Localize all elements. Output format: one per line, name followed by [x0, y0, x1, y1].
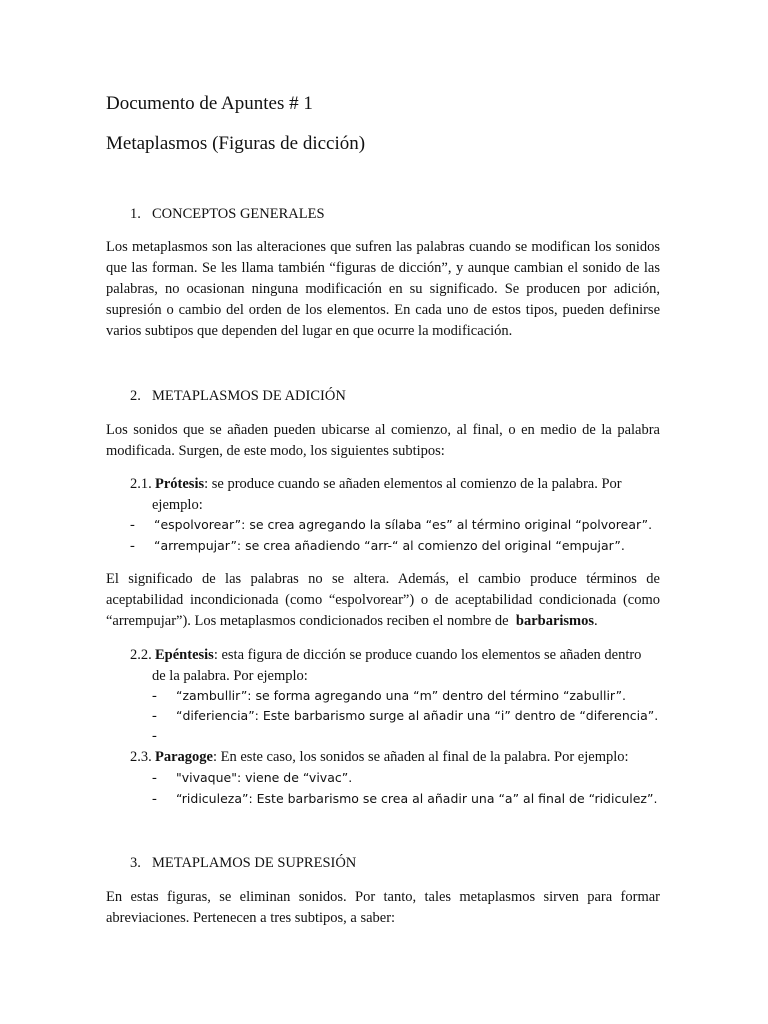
section-body-conceptos: Los metaplasmos son las alteraciones que sufren las palabras cuando se modifican los sonidos que las forman. Se les llama también “figuras de dicción”, y aunque cambian el sonido de las palabras, no ocasionan ninguna modificación en su significado. Se producen por adición, supresión o cambio del orden de los elementos. En cada uno de estos tipos, pueden definirse varios subtipos que dependen del lugar en que ocurre la modificación.: [106, 239, 660, 339]
section-heading-supresion: [130, 855, 356, 872]
paragraph-period: .: [594, 613, 598, 629]
list-dash: -: [152, 728, 157, 744]
subsection-text: : esta figura de dicción se produce cuando los elementos se añaden dentro: [213, 647, 642, 663]
list-dash: -: [130, 538, 135, 554]
example-vivaque: "vivaque": viene de “vivac”.: [176, 770, 353, 785]
document-subtitle: Metaplasmos (Figuras de dicción): [106, 133, 366, 154]
list-dash: -: [152, 688, 157, 704]
list-item: [152, 789, 657, 809]
subsection-epentesis: [130, 645, 660, 687]
term-protesis: Prótesis: [155, 476, 205, 492]
subsection-number: 2.2.: [130, 647, 152, 663]
example-arrempujar: “arrempujar”: se crea añadiendo “arr-“ al comienzo del original “empujar”.: [154, 538, 625, 553]
subsection-text: : En este caso, los sonidos se añaden al final de la palabra. Por ejemplo:: [212, 749, 629, 765]
example-diferiencia: “diferiencia”: Este barbarismo surge al añadir una “i” dentro de “diferencia”.: [176, 708, 659, 723]
list-dash: -: [152, 708, 157, 724]
document-title: Documento de Apuntes # 1: [106, 93, 313, 114]
paragraph-significado: [106, 569, 660, 632]
subsection-text-continued: de la palabra. Por ejemplo:: [152, 668, 308, 684]
section-intro-adicion: Los sonidos que se añaden pueden ubicarse al comienzo, al final, o en medio de la palabra modificada. Surgen, de este modo, los siguientes subtipos:: [106, 422, 660, 459]
list-item: [152, 706, 658, 726]
list-item: [130, 515, 652, 535]
list-dash: -: [130, 517, 135, 533]
term-paragoge: Paragoge: [155, 749, 213, 765]
paragraph-text: El significado de las palabras no se altera. Además, el cambio produce términos de aceptabilidad incondicionada (como “espolvorear”) o de aceptabilidad condicionada (como “arrempujar”). Los metaplasmos condicionados reciben el nombre de: [106, 571, 660, 629]
section-title: METAPLASMOS DE ADICIÓN: [152, 388, 346, 404]
subsection-paragoge: [130, 747, 660, 768]
example-ridiculeza: “ridiculeza”: Este barbarismo se crea al añadir una “a” al final de “ridiculez”.: [176, 791, 658, 806]
list-item: [152, 768, 352, 788]
list-dash: -: [152, 791, 157, 807]
subsection-text: : se produce cuando se añaden elementos al comienzo de la palabra. Por: [204, 476, 622, 492]
term-barbarismos: barbarismos: [515, 613, 595, 629]
subsection-number: 2.1.: [130, 476, 152, 492]
section-number: 3.: [130, 855, 141, 871]
list-item: [130, 536, 625, 556]
subsection-text-continued: ejemplo:: [152, 497, 203, 513]
section-number: 1.: [130, 206, 141, 222]
term-epentesis: Epéntesis: [155, 647, 214, 663]
section-heading-conceptos: [130, 206, 325, 223]
list-dash: -: [152, 770, 157, 786]
section-title: METAPLAMOS DE SUPRESIÓN: [152, 855, 357, 871]
subsection-number: 2.3.: [130, 749, 152, 765]
list-item-empty: [152, 726, 176, 746]
example-zambullir: “zambullir”: se forma agregando una “m” dentro del término “zabullir”.: [176, 688, 627, 703]
section-title: CONCEPTOS GENERALES: [152, 206, 325, 222]
subsection-protesis: [130, 474, 660, 516]
list-item: [152, 686, 626, 706]
example-espolvorear: “espolvorear”: se crea agregando la sílaba “es” al término original “polvorear”.: [154, 517, 653, 532]
section-body-supresion: En estas figuras, se eliminan sonidos. Por tanto, tales metaplasmos sirven para formar abreviaciones. Pertenecen a tres subtipos, a saber:: [106, 889, 660, 926]
section-number: 2.: [130, 388, 141, 404]
section-heading-adicion: [130, 388, 346, 405]
